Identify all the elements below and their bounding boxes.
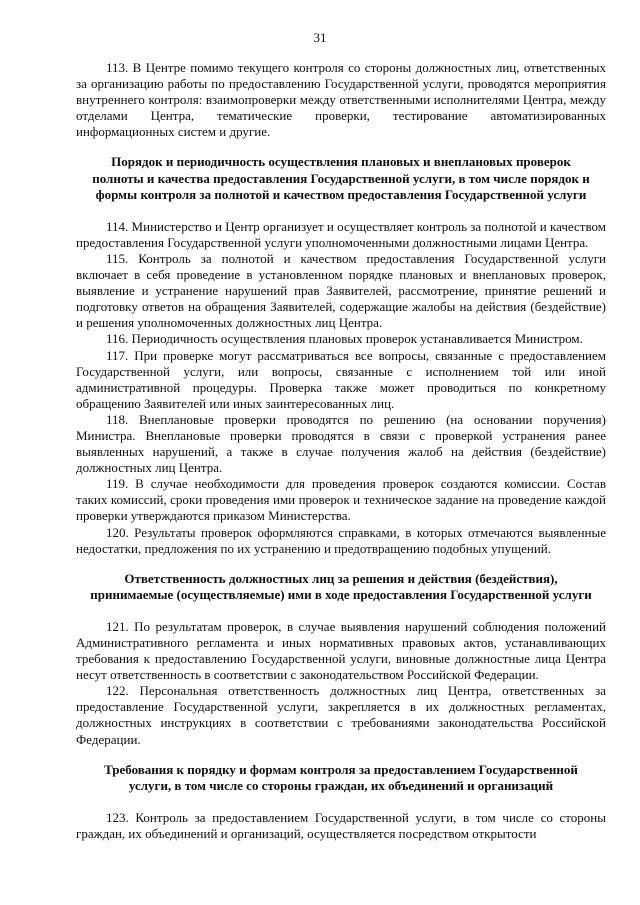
paragraph-115: 115. Контроль за полнотой и качеством предоставления Государственной услуги включает в себя проведение в установленном порядке плановых и внеплановых проверок, выявление и устранение нарушений прав Заявителей, рассмотрение, принятие решений и подготовку ответов на обращения Заявителей, содержащие жалобы на действия (бездействие) и решения уполномоченных должностных лиц Центра.: [76, 250, 606, 331]
spacer: [76, 140, 606, 154]
section-heading-responsibility: Ответственность должностных лиц за решения и действия (бездействия), принимаемые (осуществляемые) ими в ходе предоставления Государственной услуги: [90, 570, 592, 602]
paragraph-118: 118. Внеплановые проверки проводятся по решению (на основании поручения) Министра. Внеплановые проверки проводятся в связи с проверкой устранения ранее выявленных нарушений, а также в случае получения жалоб на действия (бездействие) должностных лиц Центра.: [76, 411, 606, 476]
paragraph-116: 116. Периодичность осуществления плановых проверок устанавливается Министром.: [106, 331, 583, 347]
paragraph-122: 122. Персональная ответственность должностных лиц Центра, ответственных за предоставление Государственной услуги, закрепляется в их должностных регламентах, должностных инструкциях в соответствии с требованиями законодательства Российской Федерации.: [76, 683, 606, 747]
paragraph-123: 123. Контроль за предоставлением Государственной услуги, в том числе со стороны граждан, их объединений и организаций, осуществляется посредством открытости: [76, 809, 606, 841]
document-body: [76, 60, 606, 842]
paragraph-121: 121. По результатам проверок, в случае выявления нарушений соблюдения положений Административного регламента и иных нормативных правовых актов, устанавливающих требования к предоставлению Государственной услуги, виновные должностные лица Центра несут ответственность в соответствии с законодательством Российской Федерации.: [76, 618, 606, 683]
section-heading-control-requirements: Требования к порядку и формам контроля за предоставлением Государственной услуги, в том числе со стороны граждан, их объединений и организаций: [104, 761, 578, 793]
spacer: [76, 748, 606, 762]
spacer: [76, 203, 606, 219]
paragraph-117: 117. При проверке могут рассматриваться все вопросы, связанные с предоставлением Государственной услуги, или вопросы, связанные с исполнением той или иной административной процедуры. Проверка также может проводиться по конкретному обращению Заявителей или иных заинтересованных лиц.: [76, 347, 606, 411]
paragraph-119: 119. В случае необходимости для проведения проверок создаются комиссии. Состав таких комиссий, сроки проведения ими проверок и техническое задание на проведение каждой проверки утверждаются приказом Министерства.: [76, 476, 606, 524]
page-number: 31: [313, 30, 327, 45]
spacer: [76, 557, 606, 571]
paragraph-120: 120. Результаты проверок оформляются справками, в которых отмечаются выявленные недостатки, предложения по их устранению и предотвращению подобных упущений.: [76, 524, 606, 556]
paragraph-113: 113. В Центре помимо текущего контроля со стороны должностных лиц, ответственных за организацию работы по предоставлению Государственной услуги, проводятся мероприятия внутреннего контроля: взаимопроверки между ответственными исполнителями Центра, между отделами Центра, тематические проверки, тестирование автоматизированных информационных систем и другие.: [76, 60, 606, 140]
section-heading-inspections: Порядок и периодичность осуществления плановых и внеплановых проверок полноты и качества предоставления Государственной услуги, в том числе порядок и формы контроля за полнотой и качеством предоставления Государственной услуги: [92, 154, 590, 202]
spacer: [76, 794, 606, 810]
spacer: [76, 603, 606, 619]
paragraph-114: 114. Министерство и Центр организует и осуществляет контроль за полнотой и качеством предоставления Государственной услуги уполномоченными должностными лицами Центра.: [76, 218, 606, 250]
